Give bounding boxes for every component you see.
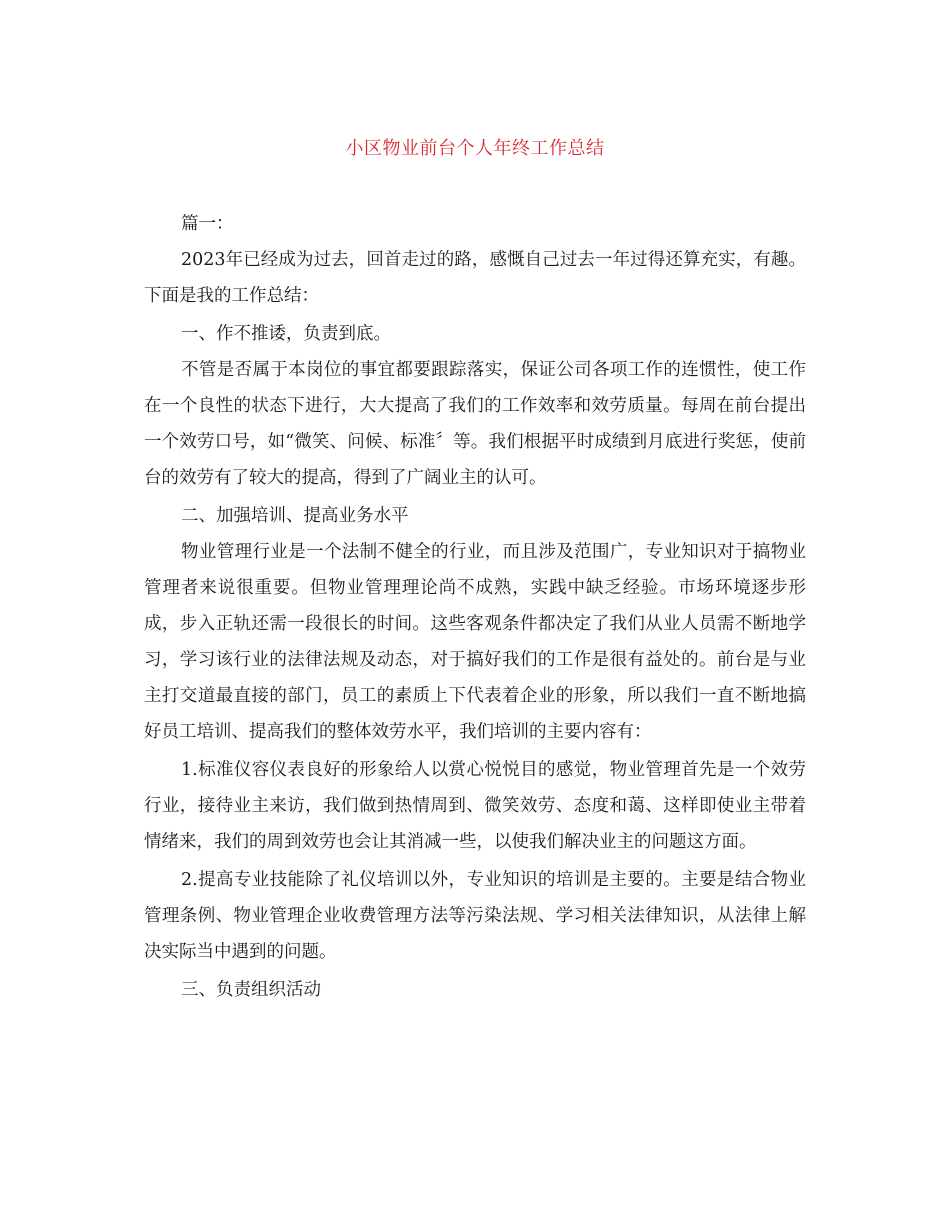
list-item-1: 1.标准仪容仪表良好的形象给人以赏心悦悦目的感觉，物业管理首先是一个效劳行业，接待业主来访，我们做到热情周到、微笑效劳、态度和蔼、这样即使业主带着情绪来，我们的周到效劳也会让其消减一些，以使我们解决业主的问题这方面。 xyxy=(144,760,806,852)
list-item-2: 2.提高专业技能除了礼仪培训以外，专业知识的培训是主要的。主要是结合物业管理条例、物业管理企业收费管理方法等污染法规、学习相关法律知识，从法律上解决实际当中遇到的问题。 xyxy=(144,870,806,962)
section-label: 篇一： xyxy=(181,214,234,234)
section-heading-3: 三、负责组织活动 xyxy=(181,980,321,1000)
paragraph-section-2: 物业管理行业是一个法制不健全的行业，而且涉及范围广，专业知识对于搞物业管理者来说很重要。但物业管理理论尚不成熟，实践中缺乏经验。市场环境逐步形成，步入正轨还需一段很长的时间。这些客观条件都决定了我们从业人员需不断地学习，学习该行业的法律法规及动态，对于搞好我们的工作是很有益处的。前台是与业主打交道最直接的部门，员工的素质上下代表着企业的形象，所以我们一直不断地搞好员工培训、提高我们的整体效劳水平，我们培训的主要内容有： xyxy=(144,542,806,742)
document-body xyxy=(144,204,806,1008)
paragraph-intro: 2023年已经成为过去，回首走过的路，感慨自己过去一年过得还算充实，有趣。下面是我的工作总结： xyxy=(144,250,806,306)
section-heading-2: 二、加强培训、提高业务水平 xyxy=(181,506,409,526)
document-title: 小区物业前台个人年终工作总结 xyxy=(345,138,605,159)
section-heading-1: 一、作不推诿，负责到底。 xyxy=(181,324,391,344)
paragraph-section-1: 不管是否属于本岗位的事宜都要跟踪落实，保证公司各项工作的连惯性，使工作在一个良性的状态下进行，大大提高了我们的工作效率和效劳质量。每周在前台提出一个效劳口号，如“微笑、问候、标准〞等。我们根据平时成绩到月底进行奖惩，使前台的效劳有了较大的提高，得到了广阔业主的认可。 xyxy=(144,360,806,488)
